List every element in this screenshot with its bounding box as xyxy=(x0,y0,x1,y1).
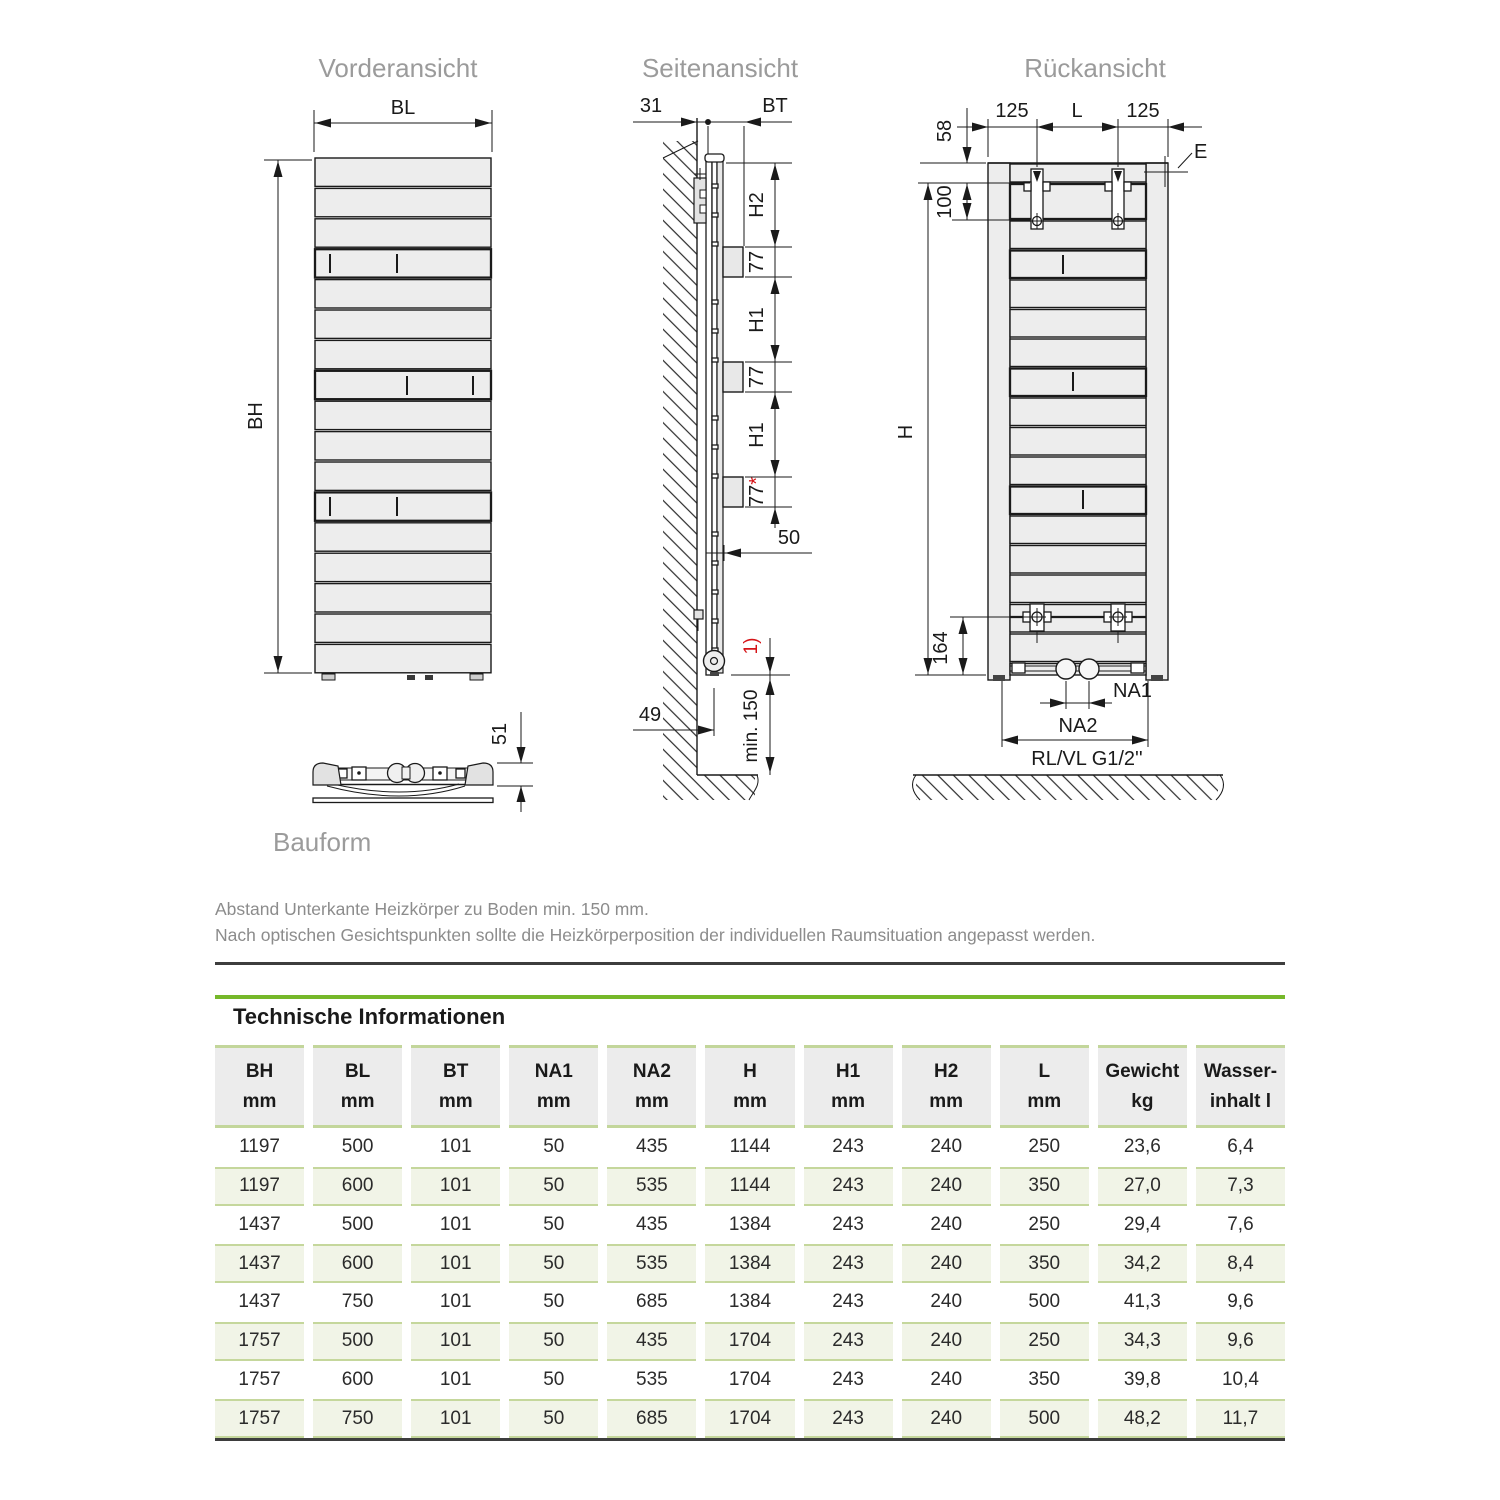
front-view-drawing xyxy=(245,53,533,857)
table-cell: 243 xyxy=(804,1322,893,1361)
dim-100-label: 100 xyxy=(934,185,956,219)
table-cell: 500 xyxy=(341,1213,374,1235)
table-cell: 535 xyxy=(607,1244,696,1283)
table-cell: 250 xyxy=(1000,1322,1089,1361)
table-cell: 250 xyxy=(1028,1136,1061,1158)
table-cell: 101 xyxy=(411,1244,500,1283)
table-row xyxy=(215,1206,1285,1245)
table-cell: 243 xyxy=(832,1368,864,1390)
table-cell: 23,6 xyxy=(1123,1136,1161,1158)
table-row xyxy=(215,1167,1285,1206)
column-header-wasser: Wasser- inhalt l xyxy=(1196,1045,1285,1128)
table-cell: 500 xyxy=(341,1136,374,1158)
table-cell: 34,2 xyxy=(1098,1244,1187,1283)
table-cell: 50 xyxy=(509,1167,598,1206)
column-header-na2: NA2 mm xyxy=(607,1045,696,1128)
table-cell: 243 xyxy=(804,1244,893,1283)
column-header-gewicht: Gewicht kg xyxy=(1098,1045,1187,1128)
dim-31-label: 31 xyxy=(639,95,663,117)
table-cell: 29,4 xyxy=(1123,1213,1161,1235)
bauform-label: Bauform xyxy=(273,827,372,857)
table-cell: 600 xyxy=(313,1167,402,1206)
table-cell: 41,3 xyxy=(1123,1291,1161,1313)
table-cell: 7,3 xyxy=(1196,1167,1285,1206)
table-cell: 6,4 xyxy=(1227,1136,1254,1158)
table-cell: 240 xyxy=(902,1322,991,1361)
table-cell: 27,0 xyxy=(1098,1167,1187,1206)
h2-label: H2 xyxy=(746,192,768,218)
table-cell: 1384 xyxy=(728,1291,772,1313)
table-cell: 500 xyxy=(1028,1291,1061,1313)
table-row xyxy=(215,1283,1285,1322)
table-cell: 50 xyxy=(509,1399,598,1438)
front-view-title: Vorderansicht xyxy=(318,53,478,83)
min-150-label: min. 150 xyxy=(741,689,762,763)
table-cell: 101 xyxy=(439,1291,472,1313)
dim-125-right-label: 125 xyxy=(1126,100,1160,122)
table-cell: 50 xyxy=(543,1136,565,1158)
table-cell: 435 xyxy=(636,1213,668,1235)
table-cell: 750 xyxy=(341,1291,374,1313)
table-cell: 243 xyxy=(804,1167,893,1206)
table-cell: 685 xyxy=(607,1399,696,1438)
bh-label: BH xyxy=(245,402,267,430)
table-cell: 50 xyxy=(543,1213,565,1235)
dim-77-star-label: 77* xyxy=(746,476,768,508)
table-cell: 350 xyxy=(1000,1244,1089,1283)
front-radiator-feet xyxy=(322,674,483,680)
h-label: H xyxy=(895,424,917,440)
table-cell: 535 xyxy=(636,1368,668,1390)
dim-58-label: 58 xyxy=(934,119,956,143)
table-header-row xyxy=(215,1045,1285,1128)
dim-l-label: L xyxy=(1071,100,1083,122)
rear-view-title: Rückansicht xyxy=(1024,53,1166,83)
table-cell: 1437 xyxy=(238,1213,281,1235)
column-header-l: L mm xyxy=(1000,1045,1089,1128)
bl-dimension xyxy=(314,97,492,152)
table-cell: 240 xyxy=(930,1136,963,1158)
e-label: E xyxy=(1194,141,1208,163)
table-cell: 1757 xyxy=(215,1322,304,1361)
table-cell: 101 xyxy=(439,1213,472,1235)
rl-vl-label: RL/VL G1/2'' xyxy=(1031,748,1143,770)
table-row xyxy=(215,1128,1285,1167)
table-cell: 101 xyxy=(439,1136,472,1158)
table-cell: 1757 xyxy=(238,1368,281,1390)
table-cell: 500 xyxy=(1000,1399,1089,1438)
table-cell: 1437 xyxy=(238,1291,281,1313)
table-cell: 250 xyxy=(1028,1213,1061,1235)
table-cell: 48,2 xyxy=(1098,1399,1187,1438)
rear-radiator-body xyxy=(988,163,1168,680)
table-cell: 50 xyxy=(543,1368,565,1390)
footnote-line-2: Nach optischen Gesichtspunkten sollte die Heizkörperposition der individuellen Raumsituation angepasst werden. xyxy=(215,925,1096,945)
table-cell: 240 xyxy=(930,1368,963,1390)
divider-top xyxy=(215,962,1285,965)
table-row xyxy=(215,1399,1285,1438)
rear-floor-hatch xyxy=(913,775,1224,800)
footnote-1-label: 1) xyxy=(741,637,762,655)
table-cell: 1384 xyxy=(705,1244,794,1283)
table-cell: 600 xyxy=(313,1244,402,1283)
table-cell: 1144 xyxy=(705,1167,794,1206)
rear-view-drawing xyxy=(895,53,1223,800)
dim-na1 xyxy=(1040,680,1152,709)
column-header-bh: BH mm xyxy=(215,1045,304,1128)
table-cell: 50 xyxy=(509,1322,598,1361)
footnotes xyxy=(215,896,1285,948)
dim-min150 xyxy=(731,638,790,775)
table-cell: 1704 xyxy=(705,1322,794,1361)
bauform-section-drawing xyxy=(313,763,493,803)
table-cell: 1197 xyxy=(239,1136,280,1158)
divider-bottom xyxy=(215,1438,1285,1441)
dim-51-label: 51 xyxy=(489,722,511,746)
table-cell: 101 xyxy=(439,1368,472,1390)
table-title: Technische Informationen xyxy=(233,1004,506,1029)
dim-51 xyxy=(489,712,533,812)
table-cell: 240 xyxy=(930,1291,963,1313)
table-cell: 1437 xyxy=(215,1244,304,1283)
table-cell: 1757 xyxy=(215,1399,304,1438)
table-cell: 600 xyxy=(341,1368,374,1390)
footnote-line-1: Abstand Unterkante Heizkörper zu Boden min. 150 mm. xyxy=(215,899,649,919)
table-cell: 101 xyxy=(411,1167,500,1206)
table-cell: 240 xyxy=(930,1213,963,1235)
table-body xyxy=(215,1128,1285,1438)
table-cell: 240 xyxy=(902,1399,991,1438)
dim-77-label-1: 77 xyxy=(746,250,768,274)
table-cell: 7,6 xyxy=(1227,1213,1254,1235)
table-cell: 101 xyxy=(411,1399,500,1438)
table-cell: 101 xyxy=(411,1322,500,1361)
column-header-h2: H2 mm xyxy=(902,1045,991,1128)
column-header-bl: BL mm xyxy=(313,1045,402,1128)
table-cell: 8,4 xyxy=(1196,1244,1285,1283)
dim-77-label-2: 77 xyxy=(746,365,768,389)
table-cell: 435 xyxy=(607,1322,696,1361)
bl-label: BL xyxy=(390,97,416,119)
technical-table xyxy=(215,1045,1285,1128)
table-cell: 9,6 xyxy=(1196,1322,1285,1361)
column-header-h: H mm xyxy=(705,1045,794,1128)
table-cell: 34,3 xyxy=(1098,1322,1187,1361)
green-divider xyxy=(215,995,1285,999)
bh-dimension xyxy=(245,160,312,673)
dim-h xyxy=(895,183,986,675)
table-cell: 750 xyxy=(313,1399,402,1438)
table-cell: 1197 xyxy=(215,1167,304,1206)
table-cell: 1704 xyxy=(728,1368,772,1390)
table-cell: 243 xyxy=(832,1291,864,1313)
dim-125-left-label: 125 xyxy=(995,100,1029,122)
table-row xyxy=(215,1322,1285,1361)
na2-label: NA2 xyxy=(1058,715,1098,737)
table-cell: 240 xyxy=(902,1244,991,1283)
table-cell: 535 xyxy=(607,1167,696,1206)
dim-49-label: 49 xyxy=(638,704,662,726)
table-cell: 500 xyxy=(313,1322,402,1361)
column-header-h1: H1 mm xyxy=(804,1045,893,1128)
side-radiator-profile xyxy=(694,154,743,676)
bt-label: BT xyxy=(762,95,788,117)
column-header-bt: BT mm xyxy=(411,1045,500,1128)
table-cell: 1704 xyxy=(705,1399,794,1438)
side-view-drawing xyxy=(633,53,812,800)
table-cell: 50 xyxy=(509,1244,598,1283)
h1-label-2: H1 xyxy=(746,422,768,448)
table-cell: 350 xyxy=(1000,1167,1089,1206)
table-cell: 10,4 xyxy=(1221,1368,1259,1390)
front-radiator-slats xyxy=(315,158,491,673)
table-row xyxy=(215,1361,1285,1400)
table-cell: 39,8 xyxy=(1123,1368,1161,1390)
column-header-na1: NA1 mm xyxy=(509,1045,598,1128)
table-cell: 243 xyxy=(832,1213,864,1235)
side-dimension-chain xyxy=(726,163,792,528)
table-cell: 9,6 xyxy=(1227,1291,1254,1313)
table-cell: 240 xyxy=(902,1167,991,1206)
table-cell: 11,7 xyxy=(1196,1399,1285,1438)
table-cell: 350 xyxy=(1028,1368,1061,1390)
side-view-title: Seitenansicht xyxy=(641,53,799,83)
table-cell: 1384 xyxy=(728,1213,772,1235)
table-cell: 243 xyxy=(804,1399,893,1438)
table-cell: 243 xyxy=(832,1136,864,1158)
table-row xyxy=(215,1244,1285,1283)
table-cell: 435 xyxy=(636,1136,668,1158)
h1-label-1: H1 xyxy=(746,307,768,333)
table-cell: 685 xyxy=(636,1291,668,1313)
dim-164-label: 164 xyxy=(930,631,952,665)
dim-50-label: 50 xyxy=(777,527,801,549)
table-cell: 50 xyxy=(543,1291,565,1313)
na1-label: NA1 xyxy=(1113,680,1152,702)
table-cell: 1144 xyxy=(729,1136,771,1158)
